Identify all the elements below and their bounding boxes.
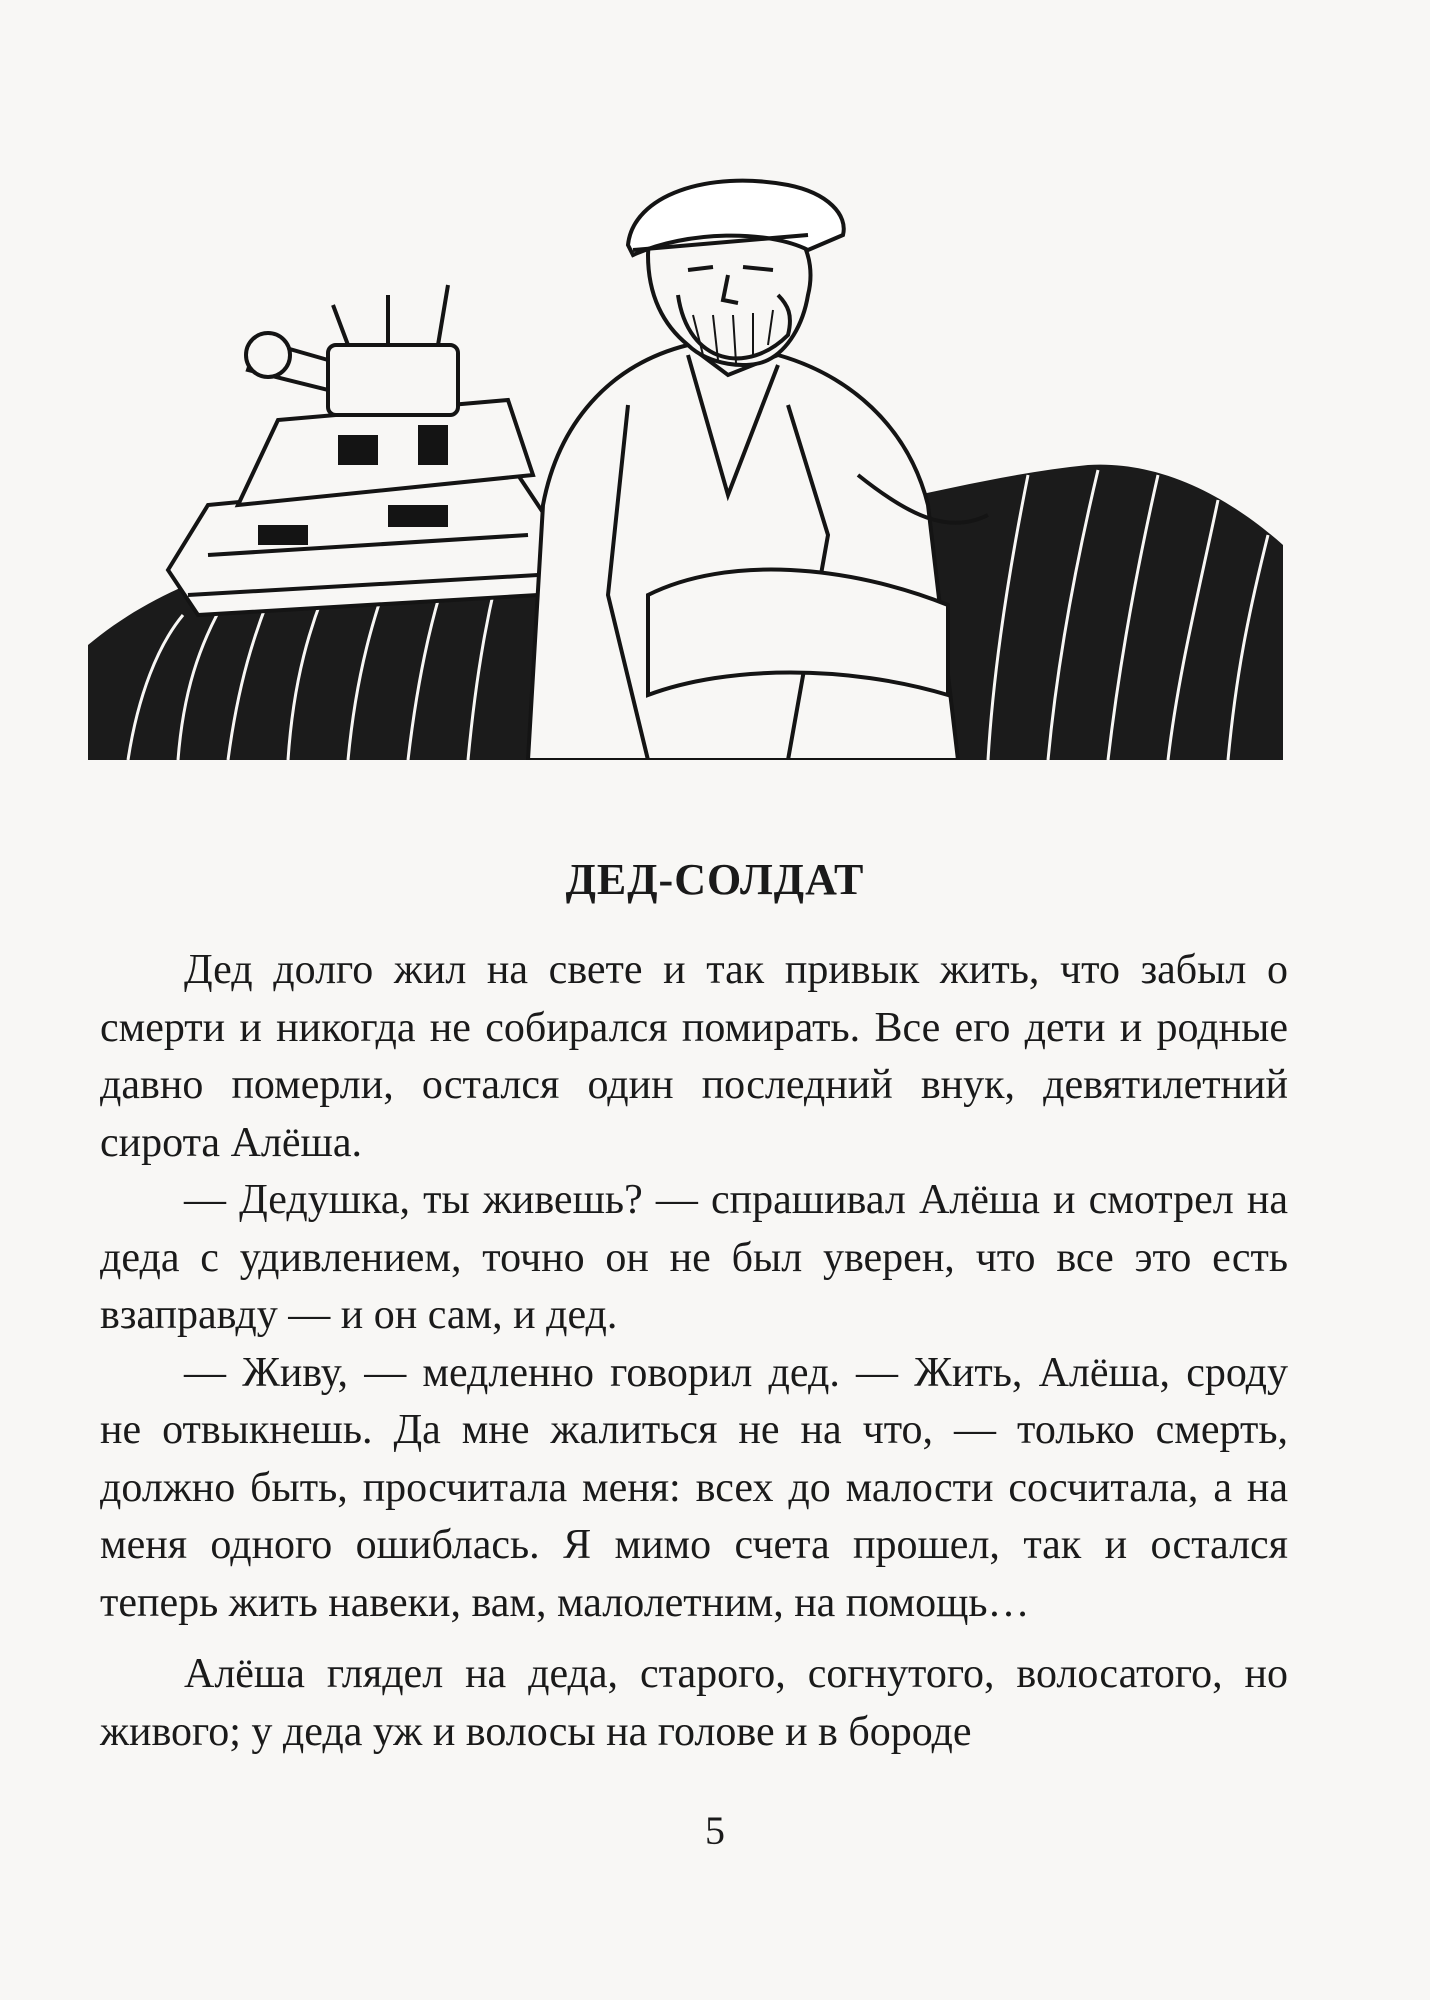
paragraph: — Живу, — медленно говорил дед. — Жить, Алёша, сроду не отвыкнешь. Да мне жалиться не на что, — только смерть, должно быть, просчитала меня: всех до малости сосчитала, а на меня одного ошиблась. Я мимо счета прошел, так и остался теперь жить навеки, вам, малолетним, на помощь… — [100, 1349, 1288, 1626]
story-title: ДЕД-СОЛДАТ — [565, 855, 865, 904]
paragraph: — Дедушка, ты живешь? — спрашивал Алёша и смотрел на деда с удивлением, точно он не был уверен, что все это есть взаправду — и он сам, и дед. — [100, 1177, 1288, 1338]
story-text — [100, 942, 1288, 1761]
paragraph: Дед долго жил на свете и так привык жить, что забыл о смерти и никогда не собирался помирать. Все его дети и родные давно померли, остался один последний внук, девятилетний сирота Алёша. — [100, 947, 1288, 1166]
tank — [168, 285, 558, 615]
illustration-old-soldier-and-tank — [88, 175, 1283, 760]
illustration-drawing — [88, 175, 1283, 760]
page-number: 5 — [705, 1808, 725, 1853]
paragraph: Алёша глядел на деда, старого, согнутого, волосатого, но живого; у деда уж и волосы на голове и в бороде — [100, 1651, 1288, 1755]
old-man — [528, 181, 988, 760]
